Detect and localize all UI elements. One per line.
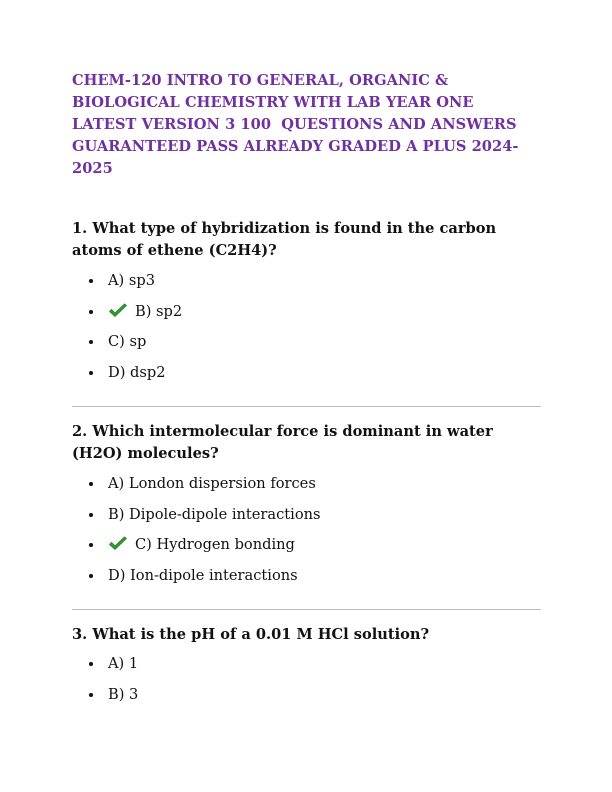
option-b bbox=[72, 500, 542, 531]
option-label: A) London dispersion forces bbox=[108, 475, 316, 492]
bullet-icon bbox=[89, 371, 93, 375]
answer-options bbox=[72, 266, 542, 388]
section-divider bbox=[72, 609, 541, 610]
checkmark-icon bbox=[108, 536, 128, 552]
title-line: LATEST VERSION 3 100 QUESTIONS AND ANSWERS bbox=[72, 116, 517, 133]
bullet-icon bbox=[89, 693, 93, 697]
answer-options bbox=[72, 649, 542, 710]
question-line: 2. Which intermolecular force is dominant in water bbox=[72, 423, 493, 440]
bullet-icon bbox=[89, 310, 93, 314]
title-line: 2025 bbox=[72, 160, 113, 177]
question-text bbox=[72, 624, 542, 646]
bullet-icon bbox=[89, 574, 93, 578]
bullet-icon bbox=[89, 662, 93, 666]
question-3 bbox=[72, 624, 542, 710]
section-divider bbox=[72, 406, 541, 407]
question-text bbox=[72, 218, 542, 262]
bullet-icon bbox=[89, 279, 93, 283]
question-line: (H2O) molecules? bbox=[72, 445, 219, 462]
bullet-icon bbox=[89, 340, 93, 344]
option-label: D) dsp2 bbox=[108, 363, 166, 381]
option-label: D) Ion-dipole interactions bbox=[108, 566, 298, 584]
option-c bbox=[72, 327, 542, 358]
option-label: C) Hydrogen bonding bbox=[135, 536, 295, 553]
option-a bbox=[72, 649, 542, 680]
document-title bbox=[72, 70, 542, 180]
checkmark-icon bbox=[108, 303, 128, 319]
answer-options bbox=[72, 469, 542, 591]
title-line: BIOLOGICAL CHEMISTRY WITH LAB YEAR ONE bbox=[72, 94, 474, 111]
bullet-icon bbox=[89, 482, 93, 486]
question-text bbox=[72, 421, 542, 465]
question-2 bbox=[72, 421, 542, 591]
option-d bbox=[72, 358, 542, 389]
option-label: B) sp2 bbox=[135, 302, 183, 320]
bullet-icon bbox=[89, 543, 93, 547]
title-line: GUARANTEED PASS ALREADY GRADED A PLUS 2024- bbox=[72, 138, 519, 155]
option-label: B) Dipole-dipole interactions bbox=[108, 505, 321, 523]
option-b bbox=[72, 297, 542, 328]
option-d bbox=[72, 561, 542, 592]
option-c bbox=[72, 530, 542, 561]
question-line: atoms of ethene (C2H4)? bbox=[72, 242, 277, 259]
bullet-icon bbox=[89, 513, 93, 517]
question-line: 3. What is the pH of a 0.01 M HCl solution? bbox=[72, 626, 430, 643]
option-b bbox=[72, 680, 542, 711]
option-a bbox=[72, 266, 542, 297]
option-a bbox=[72, 469, 542, 500]
option-label: A) sp3 bbox=[108, 272, 155, 289]
option-label: B) 3 bbox=[108, 685, 139, 703]
option-label: C) sp bbox=[108, 333, 147, 350]
option-label: A) 1 bbox=[108, 655, 139, 672]
question-line: 1. What type of hybridization is found in the carbon bbox=[72, 220, 497, 237]
question-1 bbox=[72, 218, 542, 388]
title-line: CHEM-120 INTRO TO GENERAL, ORGANIC & bbox=[72, 72, 449, 89]
